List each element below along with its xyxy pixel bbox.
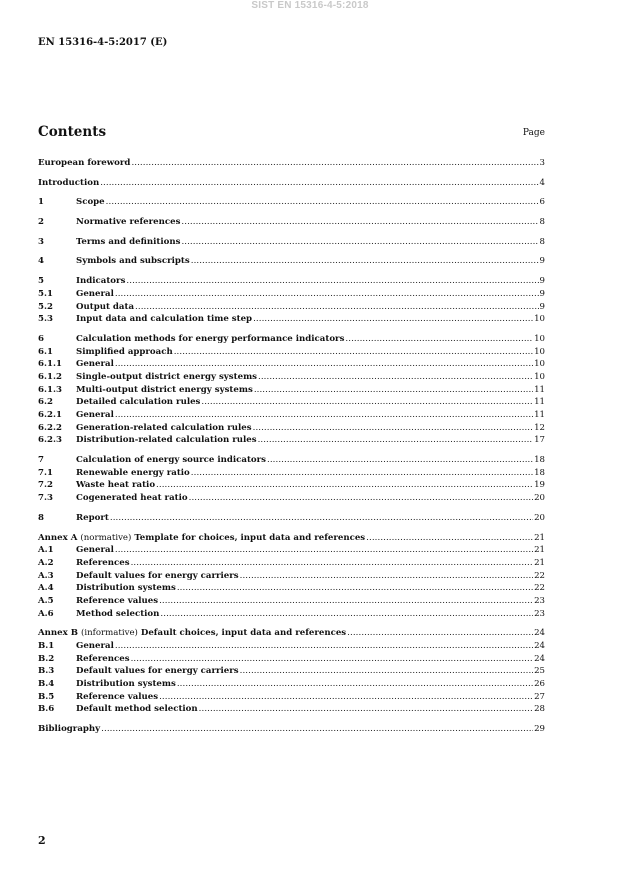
dot-leader — [159, 595, 533, 608]
toc-page: 10 — [534, 314, 545, 325]
dot-leader — [131, 157, 538, 170]
dot-leader — [115, 358, 533, 371]
table-of-contents — [38, 157, 545, 736]
dot-leader — [174, 346, 533, 359]
toc-entry-european-foreword[interactable] — [38, 157, 545, 170]
toc-page: 20 — [534, 512, 545, 523]
toc-number: 5.2 — [38, 301, 53, 312]
toc-page: 6 — [539, 197, 545, 208]
toc-entry-5-3[interactable] — [38, 313, 545, 326]
document-id: EN 15316-4-5:2017 (E) — [38, 37, 168, 48]
toc-title: Multi-output district energy systems — [76, 384, 253, 395]
toc-page: 21 — [534, 532, 545, 543]
toc-title: Distribution systems — [76, 583, 176, 594]
toc-page: 12 — [534, 422, 545, 433]
dot-leader — [189, 492, 533, 505]
dot-leader — [100, 177, 538, 190]
toc-number: A.1 — [38, 545, 54, 556]
toc-entry-6-2-3[interactable] — [38, 434, 545, 447]
toc-title: Simplified approach — [76, 346, 173, 357]
dot-leader — [131, 557, 534, 570]
toc-title: Indicators — [76, 276, 126, 287]
toc-number: 8 — [38, 512, 44, 523]
toc-title: Reference values — [76, 595, 159, 606]
toc-title — [38, 532, 365, 545]
toc-entry-6-1-2[interactable] — [38, 371, 545, 384]
toc-number: A.2 — [38, 557, 54, 568]
toc-page: 11 — [534, 384, 545, 395]
toc-entry-b-4[interactable] — [38, 678, 545, 691]
dot-leader — [177, 582, 533, 595]
toc-number: 5.3 — [38, 314, 53, 325]
toc-number: 5 — [38, 276, 44, 287]
annex-type: (informative) — [81, 628, 138, 639]
toc-page: 9 — [539, 276, 545, 287]
toc-page: 8 — [539, 236, 545, 247]
dot-leader — [240, 570, 533, 583]
toc-title: Default method selection — [76, 704, 198, 715]
toc-entry-7-1[interactable] — [38, 467, 545, 480]
toc-title: Scope — [76, 197, 105, 208]
toc-page: 10 — [534, 333, 545, 344]
toc-number: 7 — [38, 455, 44, 466]
toc-title: References — [76, 653, 130, 664]
page-title: Contents — [38, 124, 107, 140]
toc-page: 24 — [534, 653, 545, 664]
toc-number: 6.2.2 — [38, 422, 62, 433]
toc-number: B.3 — [38, 666, 55, 677]
toc-number: 3 — [38, 236, 44, 247]
dot-leader — [115, 640, 533, 653]
toc-page: 4 — [539, 177, 545, 188]
toc-entry-b-3[interactable] — [38, 665, 545, 678]
toc-title: Output data — [76, 301, 135, 312]
toc-page: 19 — [534, 480, 545, 491]
toc-page: 10 — [534, 346, 545, 357]
toc-entry-a-4[interactable] — [38, 582, 545, 595]
toc-title: Detailed calculation rules — [76, 397, 201, 408]
toc-page: 24 — [534, 641, 545, 651]
toc-page: 10 — [534, 371, 545, 382]
toc-entry-6-2-2[interactable] — [38, 422, 545, 435]
toc-title: Distribution-related calculation rules — [76, 435, 257, 446]
toc-entry-6-1[interactable] — [38, 346, 545, 359]
toc-title: Waste heat ratio — [76, 480, 156, 491]
toc-number: 7.3 — [38, 493, 53, 504]
toc-entry-6-1-3[interactable] — [38, 384, 545, 397]
dot-leader — [253, 313, 533, 326]
toc-page: 21 — [534, 545, 545, 556]
toc-title: Terms and definitions — [76, 236, 181, 247]
toc-page: 25 — [534, 666, 545, 677]
toc-entry-5-1[interactable] — [38, 288, 545, 301]
toc-page: 9 — [539, 288, 545, 299]
annex-label: Annex A — [38, 532, 78, 543]
toc-entry-a-5[interactable] — [38, 595, 545, 608]
toc-title: Default values for energy carriers — [76, 666, 239, 677]
toc-title: Cogenerated heat ratio — [76, 493, 188, 504]
toc-number: B.2 — [38, 653, 55, 664]
toc-number: 4 — [38, 256, 44, 267]
toc-entry-b-6[interactable] — [38, 703, 545, 716]
toc-page: 21 — [534, 557, 545, 568]
toc-page: 24 — [534, 628, 545, 639]
dot-leader — [345, 333, 533, 346]
dot-leader — [366, 532, 533, 545]
toc-entry-7-3[interactable] — [38, 492, 545, 505]
toc-number: 5.1 — [38, 288, 53, 299]
dot-leader — [181, 236, 538, 249]
dot-leader — [254, 384, 533, 397]
toc-entry-b-5[interactable] — [38, 691, 545, 704]
toc-entry-6-2[interactable] — [38, 396, 545, 409]
toc-entry-7[interactable] — [38, 454, 545, 467]
toc-title: General — [76, 288, 114, 299]
toc-number: 1 — [38, 197, 44, 208]
toc-number: B.5 — [38, 691, 55, 702]
toc-number: 6.1 — [38, 346, 53, 357]
toc-title: Generation-related calculation rules — [76, 422, 252, 433]
dot-leader — [106, 196, 539, 209]
toc-number: 2 — [38, 217, 44, 228]
dot-leader — [191, 467, 533, 480]
dot-leader — [258, 434, 534, 447]
toc-entry-a-3[interactable] — [38, 570, 545, 583]
toc-title: Normative references — [76, 217, 181, 228]
toc-title: Calculation methods for energy performance indicators — [76, 333, 345, 344]
toc-title: European foreword — [38, 158, 131, 168]
toc-page: 20 — [534, 493, 545, 504]
toc-title: General — [76, 359, 114, 370]
dot-leader — [131, 653, 534, 666]
toc-page: 27 — [534, 691, 545, 702]
toc-page: 18 — [534, 455, 545, 466]
toc-title: Renewable energy ratio — [76, 467, 190, 478]
dot-leader — [347, 627, 533, 640]
toc-page: 10 — [534, 359, 545, 370]
toc-entry-a-2[interactable] — [38, 557, 545, 570]
dot-leader — [181, 216, 538, 229]
toc-number: 7.2 — [38, 480, 53, 491]
toc-entry-b-2[interactable] — [38, 653, 545, 666]
toc-entry-5[interactable] — [38, 275, 545, 288]
toc-page: 17 — [534, 435, 545, 446]
toc-number: 6.1.3 — [38, 384, 62, 395]
toc-number: 6.2.1 — [38, 410, 62, 420]
toc-entry-7-2[interactable] — [38, 479, 545, 492]
toc-number: A.4 — [38, 583, 54, 594]
toc-page: 29 — [534, 724, 545, 735]
toc-title: References — [76, 557, 130, 568]
toc-title: Single-output district energy systems — [76, 371, 258, 382]
toc-number: B.4 — [38, 679, 55, 690]
toc-number: A.3 — [38, 570, 54, 581]
toc-page: 8 — [539, 217, 545, 228]
annex-type: (normative) — [80, 532, 132, 543]
toc-entry-5-2[interactable] — [38, 301, 545, 314]
toc-entry-4[interactable] — [38, 255, 545, 268]
dot-leader — [160, 608, 533, 621]
dot-leader — [101, 723, 533, 736]
toc-page: 18 — [534, 467, 545, 478]
dot-leader — [253, 422, 533, 435]
toc-page: 26 — [534, 679, 545, 690]
toc-number: 7.1 — [38, 467, 53, 478]
toc-entry-3[interactable] — [38, 236, 545, 249]
toc-entry-8[interactable] — [38, 512, 545, 525]
toc-page: 11 — [534, 410, 545, 420]
toc-entry-b-1[interactable] — [38, 640, 545, 653]
toc-title: Introduction — [38, 177, 100, 188]
toc-page: 22 — [534, 570, 545, 581]
toc-number: A.5 — [38, 595, 54, 606]
toc-number: B.6 — [38, 704, 55, 715]
dot-leader — [191, 255, 539, 268]
dot-leader — [177, 678, 533, 691]
toc-number: 6 — [38, 333, 44, 344]
toc-entry-6-2-1[interactable] — [38, 409, 545, 422]
dot-leader — [201, 396, 533, 409]
annex-subtitle: Template for choices, input data and references — [134, 532, 366, 543]
dot-leader — [110, 512, 533, 525]
toc-page: 3 — [539, 158, 545, 168]
dot-leader — [199, 703, 533, 716]
toc-page: 23 — [534, 595, 545, 606]
dot-leader — [115, 288, 539, 301]
toc-number: 6.2 — [38, 397, 53, 408]
toc-number: 6.1.1 — [38, 359, 62, 370]
dot-leader — [159, 691, 533, 704]
toc-title: Report — [76, 512, 109, 523]
dot-leader — [115, 409, 533, 422]
dot-leader — [115, 544, 533, 557]
toc-entry-annex-b[interactable] — [38, 627, 545, 640]
toc-title: General — [76, 641, 114, 651]
toc-title: General — [76, 545, 114, 556]
toc-entry-annex-a[interactable] — [38, 532, 545, 545]
toc-entry-bibliography[interactable] — [38, 723, 545, 736]
toc-page: 28 — [534, 704, 545, 715]
annex-subtitle: Default choices, input data and references — [140, 628, 347, 639]
toc-title: Distribution systems — [76, 679, 176, 690]
toc-page: 11 — [534, 397, 545, 408]
dot-leader — [267, 454, 533, 467]
toc-page: 22 — [534, 583, 545, 594]
toc-page: 23 — [534, 608, 545, 619]
toc-number: 6.1.2 — [38, 371, 62, 382]
toc-title: Symbols and subscripts — [76, 256, 190, 267]
toc-title — [38, 627, 346, 640]
toc-title: Input data and calculation time step — [76, 314, 253, 325]
toc-number: A.6 — [38, 608, 54, 619]
toc-page: 9 — [539, 301, 545, 312]
toc-number: 6.2.3 — [38, 435, 62, 446]
toc-page: 9 — [539, 256, 545, 267]
toc-title: Calculation of energy source indicators — [76, 455, 267, 466]
dot-leader — [126, 275, 538, 288]
toc-title: Bibliography — [38, 724, 101, 735]
annex-label: Annex B — [38, 628, 79, 639]
toc-entry-a-1[interactable] — [38, 544, 545, 557]
toc-entry-a-6[interactable] — [38, 608, 545, 621]
dot-leader — [240, 665, 533, 678]
toc-number: B.1 — [38, 641, 55, 651]
toc-entry-2[interactable] — [38, 216, 545, 229]
dot-leader — [156, 479, 533, 492]
toc-entry-introduction[interactable] — [38, 177, 545, 190]
toc-entry-1[interactable] — [38, 196, 545, 209]
toc-entry-6-1-1[interactable] — [38, 358, 545, 371]
watermark: SIST EN 15316-4-5:2018 — [251, 0, 369, 11]
toc-title: Reference values — [76, 691, 159, 702]
dot-leader — [135, 301, 538, 314]
toc-title: Default values for energy carriers — [76, 570, 239, 581]
dot-leader — [258, 371, 533, 384]
toc-title: General — [76, 410, 114, 420]
page-column-label: Page — [522, 128, 545, 138]
toc-title: Method selection — [76, 608, 160, 619]
page-number: 2 — [38, 834, 46, 847]
toc-entry-6[interactable] — [38, 333, 545, 346]
